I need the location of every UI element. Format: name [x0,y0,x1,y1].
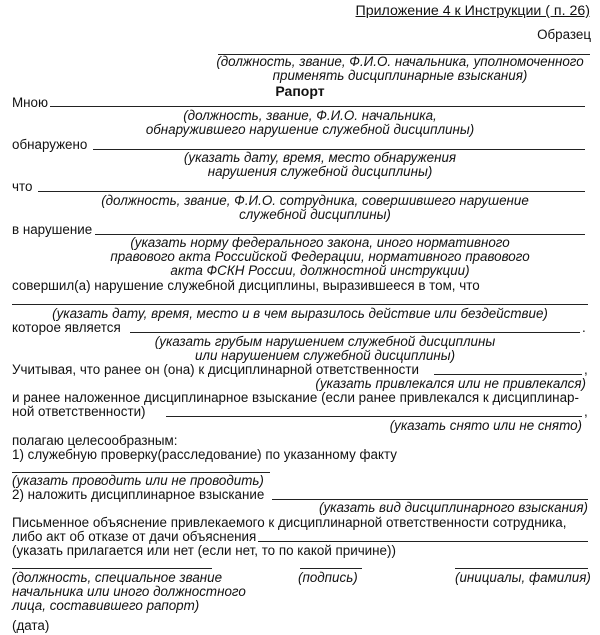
discovered-hint-2: нарушения служебной дисциплины) [207,164,433,179]
date-label: (дата) [12,618,50,633]
initials-line [455,568,588,569]
committed-line [12,304,588,305]
considering-text: Учитывая, что ранее он (она) к дисциплинарной ответственности [12,362,419,377]
explanation-line3: (указать прилагается или нет (если нет, то по какой причине)) [12,543,396,558]
signature-position-3: лица, составившего рапорт) [12,598,200,613]
considering-comma: , [584,362,588,377]
signature-position-2: начальника или иного должностного [12,584,246,599]
which-is-dot: . [582,320,586,335]
discovered-hint-1: (указать дату, время, место обнаружения [183,150,457,165]
violation-hint-1: (указать норму федерального закона, иного нормативного [130,235,510,250]
by-me-hint-1: (должность, звание, Ф.И.О. начальника, [183,108,437,123]
violation-label: в нарушение [12,222,93,237]
that-line [38,191,585,192]
appendix-heading: Приложение 4 к Инструкции ( п. 26) [355,3,590,19]
previous-penalty-line2: ной ответственности) [12,404,146,419]
which-is-label: которое является [12,320,121,335]
position-line [12,568,212,569]
previous-penalty-line1: и ранее наложенное дисциплинарное взыскание (если ранее привлекался к дисциплинар- [12,390,579,405]
previous-penalty-line [166,416,582,417]
by-me-hint-2: обнаружившего нарушение служебной дисциплины) [145,122,475,137]
signature-position-1: (должность, специальное звание [12,570,223,585]
which-is-hint-2: или нарушением служебной дисциплины) [194,348,456,363]
propose-item2: 2) наложить дисциплинарное взыскание [12,487,265,502]
addressee-hint-2: применять дисциплинарные взыскания) [272,68,528,83]
addressee-hint-1: (должность, звание, Ф.И.О. начальника, уполномоченного [216,54,584,69]
propose-item2-hint: (указать вид дисциплинарного взыскания) [318,500,588,515]
previous-penalty-hint: (указать снято или не снято) [389,418,582,433]
violation-hint-3: акта ФСКН России, должностной инструкции) [170,263,470,278]
which-is-hint-1: (указать грубым нарушением служебной дисциплины [154,334,496,349]
signature-initials-hint: (инициалы, фамилия) [455,570,591,585]
discovered-label: обнаружено [12,137,88,152]
committed-hint: (указать дату, время, место и в чем выразилось действие или бездействие) [52,306,548,321]
explanation-line [258,541,588,542]
that-label: что [12,179,33,194]
document-title: Рапорт [275,83,325,99]
violation-hint-2: правового акта Российской Федерации, нормативного правового [110,249,530,264]
considering-hint: (указать привлекался или не привлекался) [315,376,586,391]
signature-sign-hint: (подпись) [298,570,358,585]
previous-penalty-comma: , [584,404,588,419]
signature-line [300,568,362,569]
propose-item1: 1) служебную проверку(расследование) по указанному факту [12,447,397,462]
considering-line [434,374,582,375]
sample-label: Образец [537,27,591,42]
that-hint-1: (должность, звание, Ф.И.О. сотрудника, совершившего нарушение [101,193,529,208]
propose-item1-hint: (указать проводить или не проводить) [12,473,264,488]
by-me-line [50,106,585,107]
that-hint-2: служебной дисциплины) [239,207,391,222]
explanation-line1: Письменное объяснение привлекаемого к дисциплинарной ответственности сотрудника, [12,515,567,530]
explanation-line2: либо акт об отказе от дачи объяснения [12,529,257,544]
committed-text: совершил(а) нарушение служебной дисциплины, выразившееся в том, что [12,278,480,293]
which-is-line [130,332,580,333]
propose-label: полагаю целесообразным: [12,433,178,448]
by-me-label: Мною [12,95,49,110]
